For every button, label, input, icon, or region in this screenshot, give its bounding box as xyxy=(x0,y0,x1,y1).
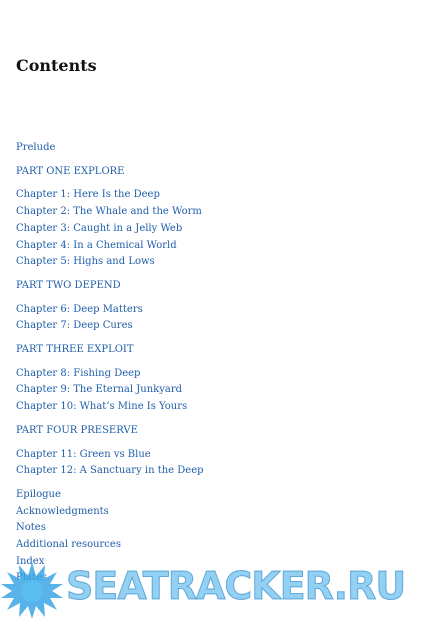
starburst-icon xyxy=(0,560,64,620)
toc-link-part-four[interactable]: PART FOUR PRESERVE xyxy=(16,424,138,436)
toc-link-chapter-5[interactable]: Chapter 5: Highs and Lows xyxy=(16,256,155,268)
toc-link-acknowledgments[interactable]: Acknowledgments xyxy=(16,505,109,517)
toc-link-chapter-6[interactable]: Chapter 6: Deep Matters xyxy=(16,303,143,315)
toc-link-chapter-11[interactable]: Chapter 11: Green vs Blue xyxy=(16,448,151,460)
toc-spacer xyxy=(16,335,416,342)
toc-link-notes[interactable]: Notes xyxy=(16,522,46,534)
toc-spacer xyxy=(16,157,416,164)
toc-link-chapter-7[interactable]: Chapter 7: Deep Cures xyxy=(16,320,133,332)
toc-spacer xyxy=(16,480,416,487)
toc-spacer xyxy=(16,271,416,278)
toc-spacer xyxy=(16,359,416,366)
toc-link-chapter-9[interactable]: Chapter 9: The Eternal Junkyard xyxy=(16,384,183,396)
toc-link-part-one[interactable]: PART ONE EXPLORE xyxy=(16,165,125,177)
toc-spacer xyxy=(16,180,416,187)
toc-spacer xyxy=(16,440,416,447)
toc-spacer xyxy=(16,416,416,423)
toc-link-part-three[interactable]: PART THREE EXPLOIT xyxy=(16,344,134,356)
toc-link-prelude[interactable]: Prelude xyxy=(16,142,56,153)
toc-link-chapter-4[interactable]: Chapter 4: In a Chemical World xyxy=(16,239,177,251)
toc-link-chapter-1[interactable]: Chapter 1: Here Is the Deep xyxy=(16,189,160,201)
page-title: Contents xyxy=(16,56,97,75)
toc-spacer xyxy=(16,295,416,302)
toc-link-chapter-12[interactable]: Chapter 12: A Sanctuary in the Deep xyxy=(16,465,204,477)
toc-link-chapter-3[interactable]: Chapter 3: Caught in a Jelly Web xyxy=(16,222,183,234)
toc-link-part-two[interactable]: PART TWO DEPEND xyxy=(16,279,121,291)
toc-link-epilogue[interactable]: Epilogue xyxy=(16,488,61,500)
toc-link-index[interactable]: Index xyxy=(16,555,45,567)
toc-link-chapter-10[interactable]: Chapter 10: What’s Mine Is Yours xyxy=(16,401,188,413)
table-of-contents xyxy=(16,140,416,587)
toc-link-additional-resources[interactable]: Additional resources xyxy=(16,539,121,551)
watermark-text: SEATRACKER.RU xyxy=(66,564,406,608)
toc-link-chapter-2[interactable]: Chapter 2: The Whale and the Worm xyxy=(16,206,202,218)
toc-link-chapter-8[interactable]: Chapter 8: Fishing Deep xyxy=(16,367,141,379)
